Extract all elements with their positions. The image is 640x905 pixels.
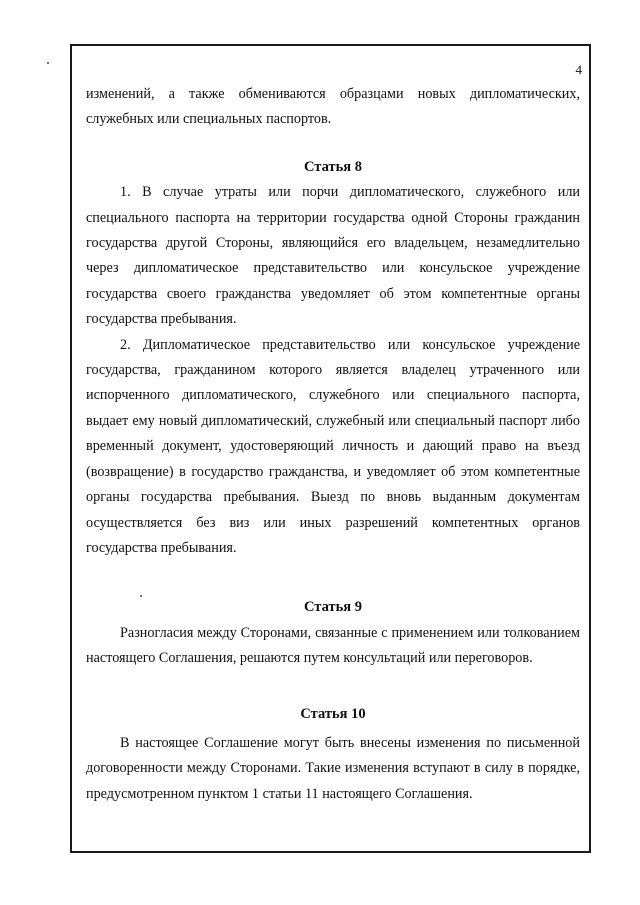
article-heading: Статья 9 bbox=[304, 599, 362, 616]
article-paragraph: В настоящее Соглашение могут быть внесены изменения по письменной договоренности между Сторонами. Такие изменения вступают в силу в порядке, предусмотренном пунктом 1 статьи 11 настоящего Соглашения. bbox=[86, 734, 580, 802]
page-number: 4 bbox=[575, 62, 582, 77]
article-paragraph: 2. Дипломатическое представительство или консульское учреждение государства, гражданином которого является владелец утраченного или испорченного дипломатического, служебного или специального паспорта, выдает ему новый дипломатический, служебный или специальный паспорт либо временный документ, удостоверяющий личность и дающий право на въезд (возвращение) в государство гражданства, и уведомляет об этом компетентные органы государства пребывания. Выезд по вновь выданным документам осуществляется без виз или иных разрешений компетентных органов государства пребывания. bbox=[86, 336, 580, 556]
article-9 bbox=[86, 595, 580, 671]
scan-speck bbox=[47, 62, 49, 64]
article-paragraph: Разногласия между Сторонами, связанные с применением или толкованием настоящего Соглашения, решаются путем консультаций или переговоров. bbox=[86, 624, 580, 667]
intro-paragraph: изменений, а также обмениваются образцами новых дипломатических, служебных или специальных паспортов. bbox=[86, 86, 580, 128]
article-heading: Статья 10 bbox=[300, 705, 366, 722]
article-8 bbox=[86, 155, 580, 562]
document-body bbox=[86, 82, 580, 807]
article-10 bbox=[86, 702, 580, 808]
article-paragraph: 1. В случае утраты или порчи дипломатического, служебного или специального паспорта на территории государства одной Стороны гражданин государства другой Стороны, являющийся его владельцем, незамедлительно через дипломатическое представительство или консульское учреждение государства своего гражданства уведомляет об этом компетентные органы государства пребывания. bbox=[86, 184, 580, 328]
article-heading: Статья 8 bbox=[304, 158, 362, 175]
